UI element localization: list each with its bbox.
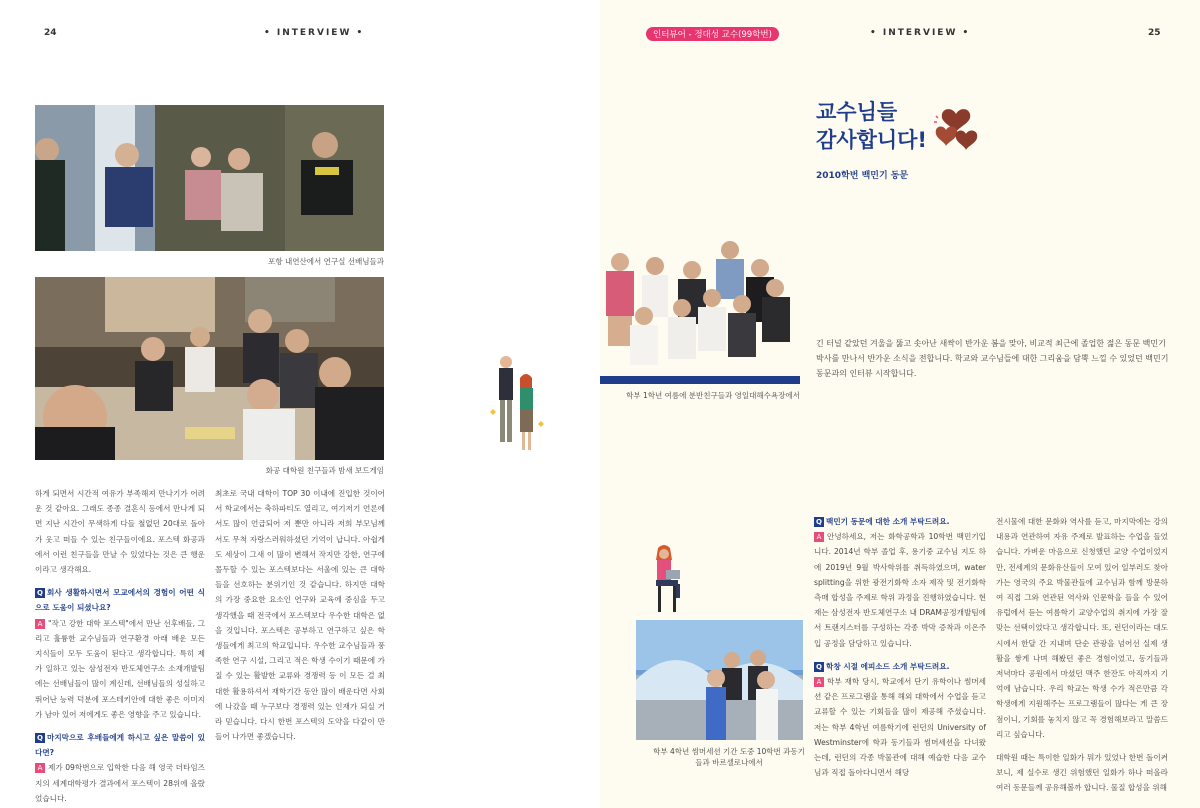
right-text-column-2 bbox=[996, 514, 1168, 804]
illustration-woman-laptop bbox=[648, 544, 688, 620]
paragraph: 대학원 때는 특이한 일화가 뭐가 있었나 한번 돌이켜보니, 제 실수로 생긴 위험했던 일화가 하나 떠올라 여러 동문들께 공유해볼까 합니다. 물질 합성을 위해 bbox=[996, 753, 1168, 793]
qa-block bbox=[814, 514, 986, 651]
photo-boardgame-group bbox=[35, 277, 384, 460]
q-mark-icon: Q bbox=[35, 588, 45, 598]
q-mark-icon: Q bbox=[814, 517, 824, 527]
question-text: 학창 시절 에피소드 소개 부탁드려요. bbox=[826, 661, 950, 671]
header-interview-right: • INTERVIEW • bbox=[870, 28, 971, 38]
a-mark-icon: A bbox=[35, 619, 45, 629]
question-text: 회사 생활하시면서 모교에서의 경험이 어떤 식으로 도움이 되셨나요? bbox=[35, 588, 205, 613]
series-tag: 인터뷰어 - 정대성 교수(99학번) bbox=[646, 27, 779, 41]
page-number-right: 25 bbox=[1148, 28, 1161, 38]
left-text-column-2 bbox=[215, 486, 385, 752]
qa-block bbox=[814, 659, 986, 781]
paragraph: 전시물에 대한 문화와 역사를 듣고, 마지막에는 강의 내용과 연관하여 자유 주제로 발표하는 수업을 들었습니다. 가벼운 마음으로 신청했던 교양 수업이었지만, 전세계의 문화유산들이 모여 있어 일부러도 찾아가는 영국의 주요 박물관들에 교수님과 함께 방문하여 직접 그와 연관된 역사와 인문학을 들을 수 있어 유럽에서 듣는 여름학기 교양수업의 취지에 가장 잘 맞는 선택이었다고 생각합니다. 또, 런던이라는 대도시에서 한달 간 지내며 단순 관광을 넘어선 실제 생활을 쌓게 나며 해봤던 좋은 경험이었고, 동기들과 저녁마다 공원에서 마셨던 맥주 한잔도 아직까지 기억에 남습니다. 우리 학교는 학생 수가 적은만큼 각 학생에게 지원해주는 프로그램들이 많다는 게 큰 장점이니, 기회를 놓치지 않고 꼭 경험해보라고 말씀드리고 싶습니다. bbox=[996, 517, 1168, 739]
q-mark-icon: Q bbox=[814, 662, 824, 672]
illustration-couple bbox=[482, 352, 548, 464]
qa-block bbox=[35, 730, 205, 806]
qa-block bbox=[35, 585, 205, 722]
right-page bbox=[600, 0, 1200, 808]
photo-beach-group bbox=[600, 236, 800, 384]
photo-barcelona-group bbox=[636, 620, 803, 740]
title-line-1: 교수님들 bbox=[816, 100, 898, 124]
question-text: 마지막으로 후배들에게 하시고 싶은 말씀이 있다면? bbox=[35, 733, 205, 758]
answer-text: 학부 재학 당시, 학교에서 단기 유학이나 썸머세션 같은 프로그램을 통해 해외 대학에서 수업을 듣고 교류할 수 있는 기회들을 많이 제공해 주셨습니다. 저는 학부 4학년 여름학기에 런던의 University of Westminster에 학과 동기들과 썸머세션을 다녀왔는데, 런던의 각종 박물관에 대해 예습한 다음 교수님과 직접 돌아다니면서 해당 bbox=[814, 677, 986, 778]
photo-boardgame-caption: 화공 대학원 친구들과 밤새 보드게임 bbox=[265, 466, 384, 475]
question bbox=[35, 585, 205, 615]
photo-waterfall-caption: 포항 내연산에서 연구실 선배님들과 bbox=[268, 257, 384, 266]
header-interview-left: • INTERVIEW • bbox=[264, 28, 365, 38]
article-intro: 긴 터널 같았던 겨울을 뚫고 솟아난 새싹이 반가운 봄을 맞아, 비교적 최근에 졸업한 젊은 동문 백민기 박사를 만나서 반가운 소식을 전합니다. 학교와 교수님들에 대한 그리움을 담뿍 느낄 수 있었던 백민기 동문과의 인터뷰 시작합니다. bbox=[816, 339, 1169, 378]
answer-text: "작고 강한 대학 포스텍"에서 만난 선후배들, 그리고 훌륭한 교수님들과 연구환경 아래 배운 모든 지식들이 모두 도움이 된다고 생각합니다. 특히 제가 일하고 있는 삼성전자 반도체연구소 소재개발팀에는 선배님들이 많이 계신데, 선배님들의 성실하고 뛰어난 능력 덕분에 포스테키안에 대한 좋은 이미지가 남아 있어 저에게도 좋은 영향을 주고 있습니다. bbox=[35, 618, 205, 719]
article-subtitle: 2010학번 백민기 동문 bbox=[816, 171, 909, 181]
question bbox=[814, 514, 986, 529]
paragraph: 하게 되면서 시간적 여유가 부족해져 만나기가 어려운 것 같아요. 그래도 종종 결혼식 등에서 만나게 되면 지난 시간이 무색하게 다들 철없던 20대로 돌아가 웃고 떠들 수 있는 친구들이에요. 포스텍 화공과에서 이런 친구들을 만날 수 있었다는 것은 큰 행운이라고 생각해요. bbox=[35, 489, 205, 575]
a-mark-icon: A bbox=[35, 763, 45, 773]
right-text-column-1 bbox=[814, 514, 986, 788]
title-line-2: 감사합니다! bbox=[816, 128, 928, 152]
paragraph: 최초로 국내 대학이 TOP 30 이내에 진입한 것이어서 학교에서는 축하파티도 열리고, 여기저기 언론에서도 많이 언급되어 저 뿐만 아니라 저희 부모님께서도 무척 자랑스러워하셨던 기억이 납니다. 아쉽게도 세상이 그새 이 많이 변해서 작지만 강한, 연구에 몰두할 수 있는 포스텍보다는 서울에 있는 큰 대학들을 선호하는 분위기인 것 같습니다. 하지만 대학의 가장 중요한 요소인 연구와 교육에 중심을 두고 생각했을 때 전국에서 포스텍보다 우수한 대학은 없을 것입니다. 포스텍은 공부하고 연구하고 싶은 학생들에게 최고의 학교입니다. 우수한 교수님들과 풍족한 연구 시설, 그리고 적은 학생 수이기 때문에 가질 수 있는 활발한 교류와 경쟁력 등 이 모든 걸 최대한 활용하셔서 재학기간 동안 많이 배운다면 사회에 나갔을 때 누구보다 경쟁력 있는 인재가 되실 거라 믿습니다. 다시 한번 포스텍의 도약을 다같이 만들어 나가면 좋겠습니다. bbox=[215, 489, 385, 742]
photo-beach-caption: 학부 1학년 여름에 분반친구들과 영일대해수욕장에서 bbox=[626, 391, 800, 400]
left-text-column-1 bbox=[35, 486, 205, 808]
a-mark-icon: A bbox=[814, 532, 824, 542]
article-title bbox=[816, 98, 927, 154]
question bbox=[814, 659, 986, 674]
question bbox=[35, 730, 205, 760]
photo-waterfall-group bbox=[35, 105, 384, 251]
answer-text: 안녕하세요, 저는 화학공학과 10학번 백민기입니다. 2014년 학부 졸업 후, 용기중 교수님 지도 하에 2019년 9월 박사학위를 취득하였으며, water splitting을 위한 광전기화학 소자 제작 및 전기화학 측매 합성을 주제로 학위 과정을 진행하였습니다. 현재는 삼성전자 반도체연구소 내 DRAM공정개발팀에서 트랜지스터를 구성하는 각종 박막 증착과 이온주입 공정을 담당하고 있습니다. bbox=[814, 532, 986, 648]
hearts-icon bbox=[932, 104, 980, 156]
q-mark-icon: Q bbox=[35, 733, 45, 743]
page-number-left: 24 bbox=[44, 28, 57, 38]
a-mark-icon: A bbox=[814, 677, 824, 687]
photo-barcelona-caption: 학부 4학년 썸머세션 기간 도중 10학번 과동기들과 바르셀로나에서 bbox=[653, 747, 805, 767]
question-text: 백민기 동문에 대한 소개 부탁드려요. bbox=[826, 517, 950, 526]
answer-text: 제가 09학번으로 입학한 다음 해 영국 더타임즈 지의 세계대학평가 결과에서 포스텍이 28위에 올랐었습니다. bbox=[35, 763, 205, 803]
